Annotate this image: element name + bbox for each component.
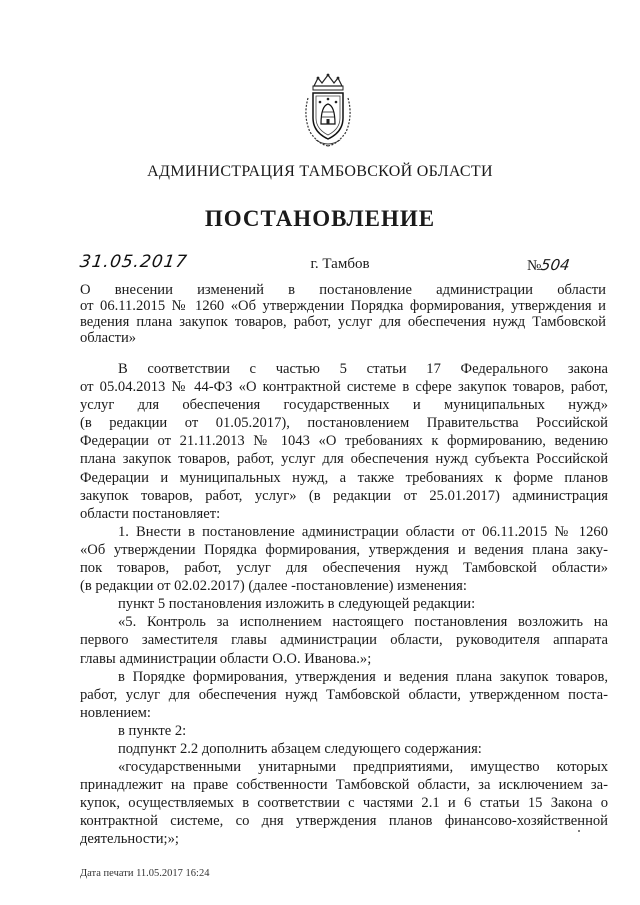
document-body	[80, 360, 608, 849]
body-line: пок товаров, работ, услуг для обеспечения нужд Тамбовской области»	[80, 560, 608, 577]
body-line: плана закупок товаров, работ, услуг для обеспечения нужд субъекта Российской	[80, 451, 608, 468]
body-line: в пункте 2:	[118, 722, 187, 739]
body-line: деятельности;»;	[80, 831, 179, 848]
body-line: закупок товаров, работ, услуг» (в редакции от 25.01.2017) администрация	[80, 487, 608, 504]
document-type-title: ПОСТАНОВЛЕНИЕ	[204, 206, 436, 231]
body-line: услуг для обеспечения государственных и муниципальных нужд»	[80, 397, 608, 414]
body-line: первого заместителя главы администрации области, руководителя аппарата	[80, 632, 608, 649]
city-of-issue: г. Тамбов	[310, 256, 370, 272]
coat-of-arms-icon	[300, 72, 356, 148]
body-line: области постановляет:	[80, 505, 221, 522]
body-line: подпункт 2.2 дополнить абзацем следующего содержания:	[118, 740, 482, 757]
scan-speck	[578, 830, 580, 832]
subject-line: от 06.11.2015 № 1260 «Об утверждении Порядка формирования, утверждения и	[80, 298, 606, 314]
body-line: пункт 5 постановления изложить в следующей редакции:	[118, 596, 476, 613]
print-date-footer: Дата печати 11.05.2017 16:24	[80, 868, 210, 879]
subject-line: О внесении изменений в постановление администрации области	[80, 282, 606, 298]
body-line: от 05.04.2013 № 44-ФЗ «О контрактной системе в сфере закупок товаров, работ,	[80, 379, 608, 396]
body-line: Федерации от 21.11.2013 № 1043 «О требованиях к формированию, ведению	[80, 433, 608, 450]
body-line: главы администрации области О.О. Иванова.»;	[80, 650, 372, 667]
body-line: «Об утверждении Порядка формирования, утверждения и ведения плана заку-	[80, 541, 608, 558]
document-meta-row	[78, 252, 600, 280]
body-line: В соответствии с частью 5 статьи 17 Федерального закона	[118, 361, 608, 377]
body-line: Федерации и муниципальных нужд, а также требованиях к форме планов	[80, 469, 608, 486]
body-line: купок, осуществляемых в соответствии с частями 2.1 и 6 статьи 15 Закона о	[80, 795, 608, 812]
body-line: (в редакции от 02.02.2017) (далее -постановление) изменения:	[80, 578, 467, 595]
document-subject	[80, 282, 606, 346]
body-line: «5. Контроль за исполнением настоящего постановления возложить на	[118, 614, 608, 631]
body-line: контрактной системе, со дня утверждения планов финансово-хозяйственной	[80, 813, 608, 830]
number-prefix: №	[527, 258, 542, 274]
document-number	[527, 256, 570, 275]
body-line: 1. Внести в постановление администрации области от 06.11.2015 № 1260	[118, 523, 608, 540]
issuing-authority: АДМИНИСТРАЦИЯ ТАМБОВСКОЙ ОБЛАСТИ	[147, 163, 493, 180]
subject-line: ведения плана закупок товаров, работ, услуг для обеспечения нужд Тамбовской	[80, 314, 606, 330]
handwritten-number: 504	[540, 256, 572, 274]
body-line: новлением:	[80, 704, 151, 721]
subject-line: области»	[80, 330, 137, 346]
handwritten-date: 31.05.2017	[78, 252, 189, 272]
body-line: (в редакции от 01.05.2017), постановлением Правительства Российской	[80, 415, 608, 432]
body-line: работ, услуг для обеспечения нужд Тамбовской области, утвержденном поста-	[80, 686, 608, 703]
body-line: в Порядке формирования, утверждения и ведения плана закупок товаров,	[118, 668, 608, 685]
body-line: «государственными унитарными предприятиями, имущество которых	[118, 759, 608, 776]
body-line: принадлежит на праве собственности Тамбовской области, за исключением за-	[80, 777, 608, 794]
